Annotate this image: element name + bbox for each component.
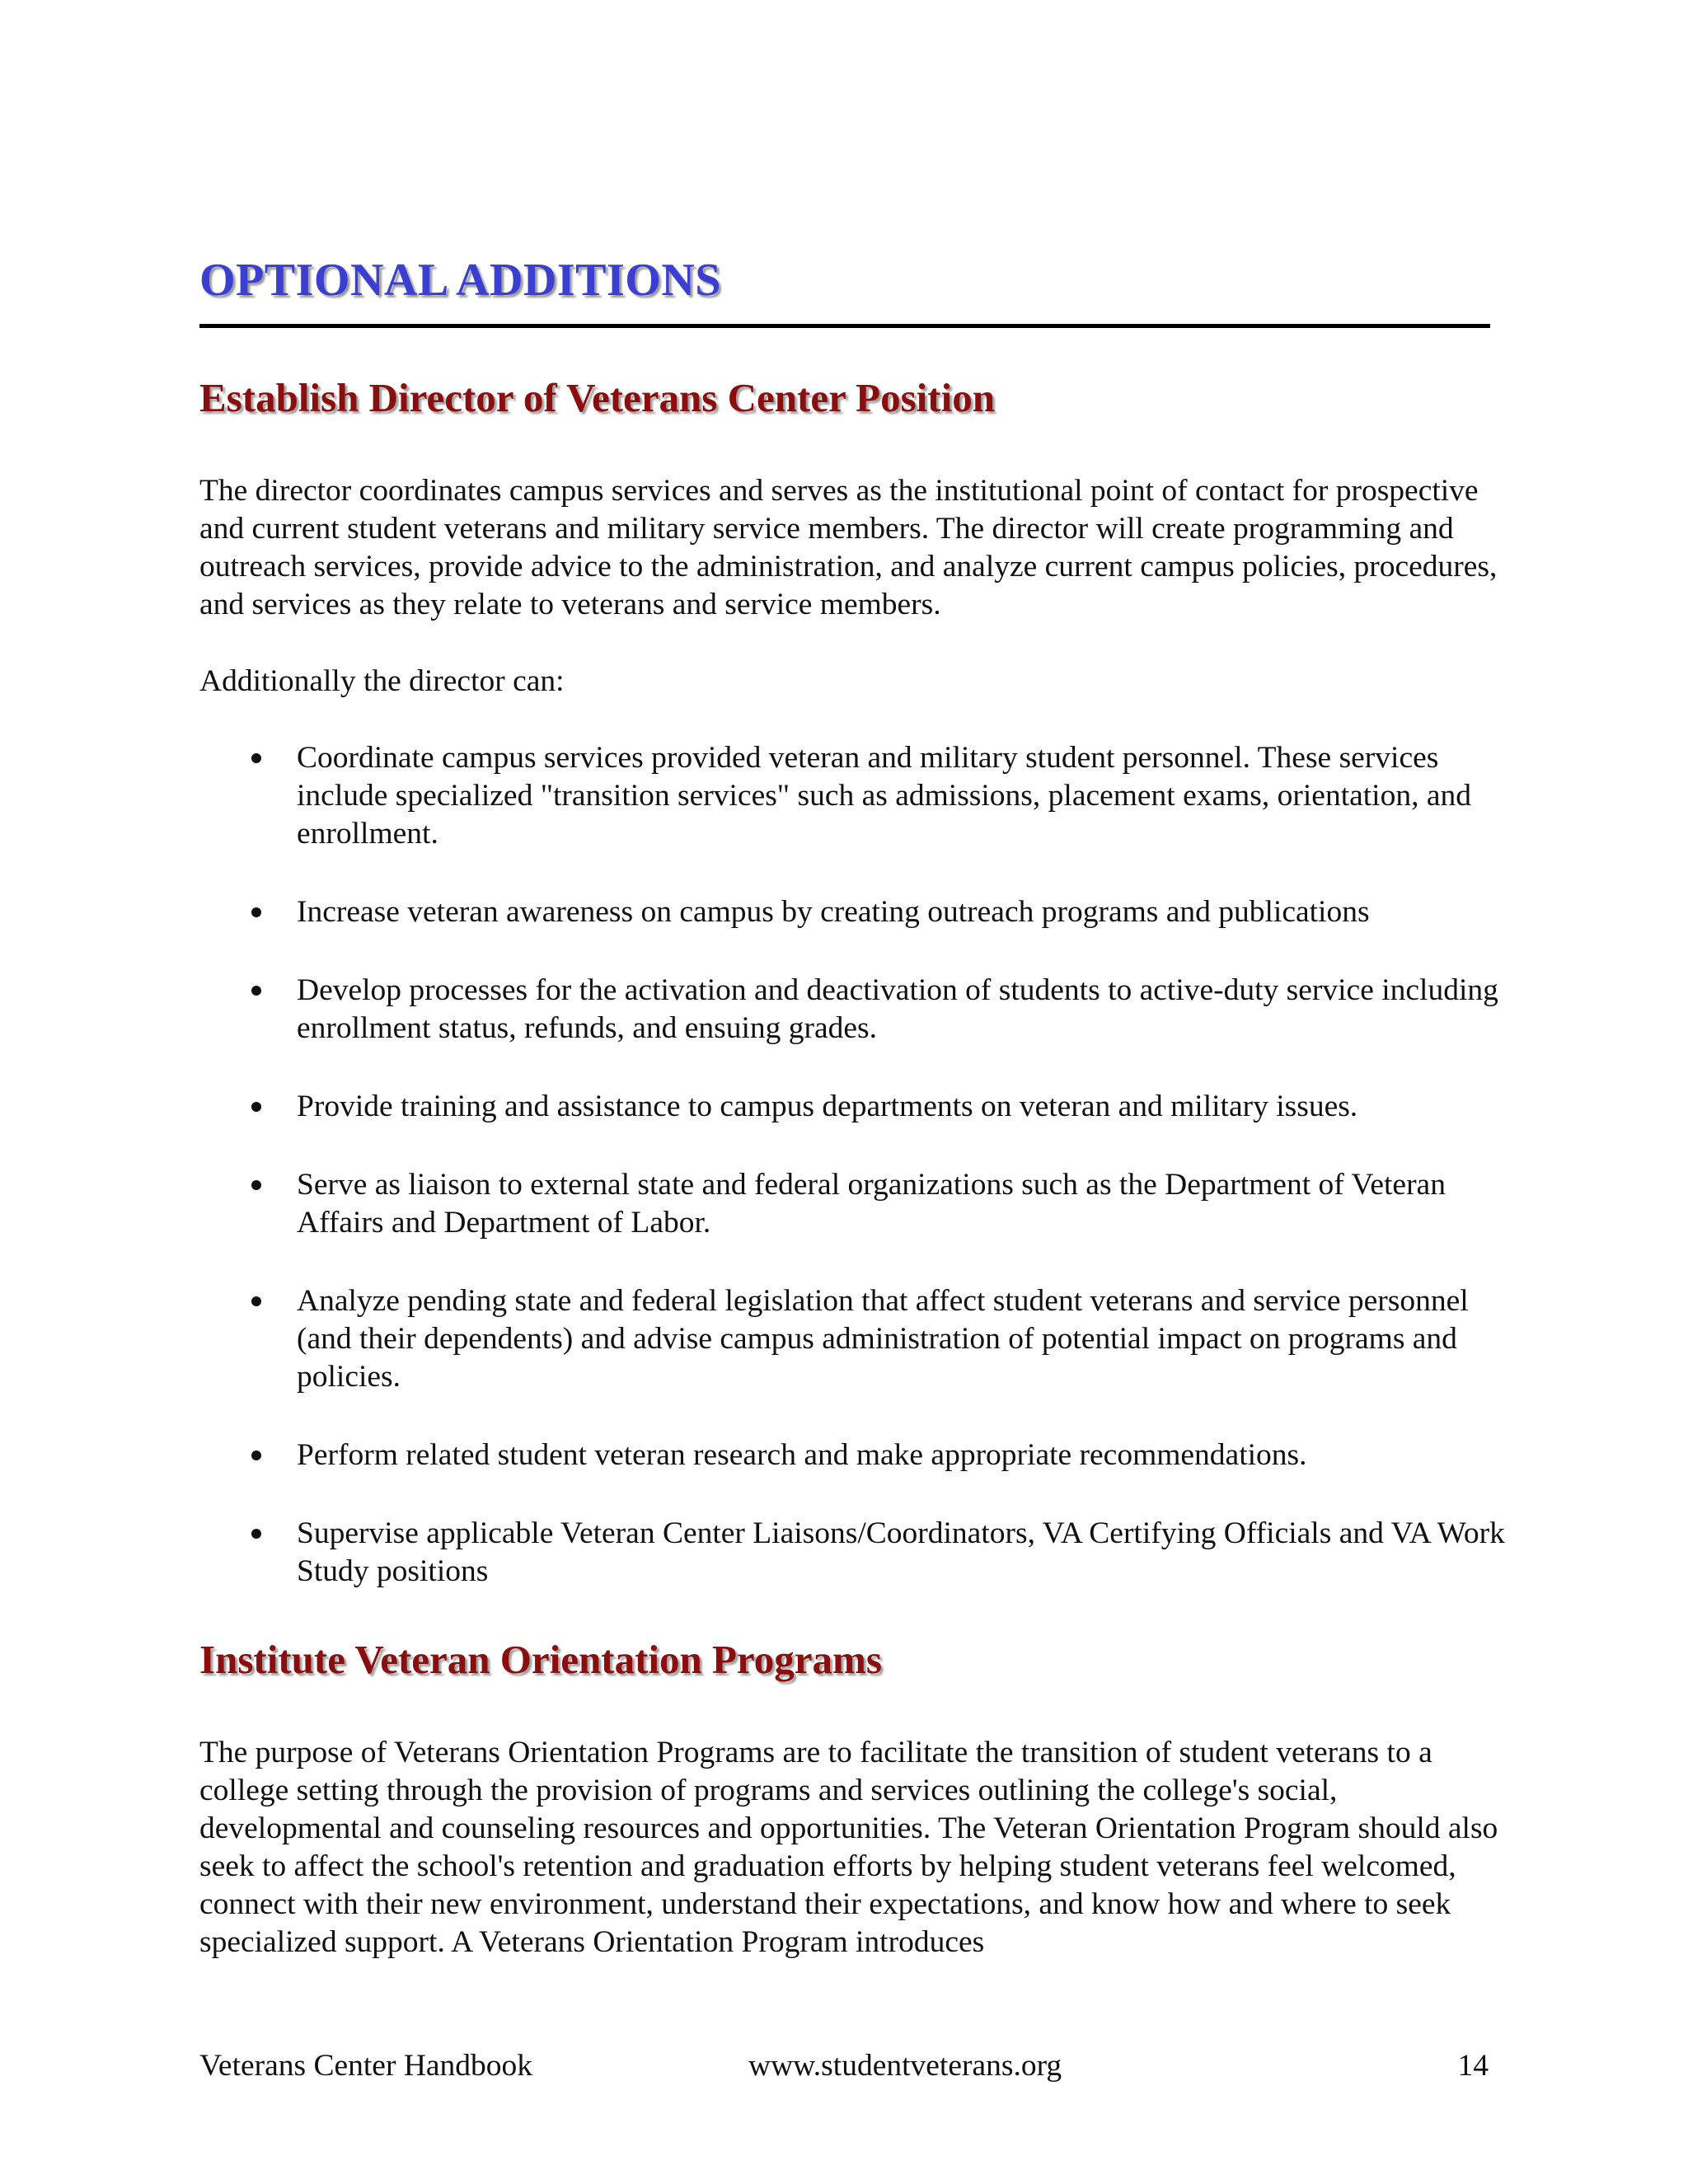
section-title: OPTIONAL ADDITIONS: [199, 255, 721, 306]
director-lead-in: Additionally the director can:: [199, 664, 565, 698]
director-intro-paragraph: The director coordinates campus services and serves as the institutional point of contact for prospective and current student veterans and military service members. The director will create programming and outreach services, provide advice to the administration, and analyze current campus policies, procedures, and services as they relate to veterans and service members.: [199, 474, 1498, 621]
orientation-paragraph: The purpose of Veterans Orientation Programs are to facilitate the transition of student veterans to a college setting through the provision of programs and services outlining the college's social, developmental and counseling resources and opportunities. The Veteran Orientation Program should also seek to affect the school's retention and graduation efforts by helping student veterans feel welcomed, connect with their new environment, understand their expectations, and know how and where to seek specialized support. A Veterans Orientation Program introduces: [199, 1736, 1498, 1959]
page-number: 14: [1457, 2049, 1489, 2083]
bullet-icon: [251, 1451, 261, 1460]
list-item: [199, 1088, 1510, 1126]
director-heading: Establish Director of Veterans Center Position: [199, 375, 995, 420]
bullet-icon: [251, 1296, 261, 1306]
list-item: [199, 972, 1510, 1047]
footer-title: Veterans Center Handbook: [199, 2049, 533, 2083]
director-duties-list: [199, 739, 1510, 1631]
orientation-heading: Institute Veteran Orientation Programs: [199, 1637, 882, 1682]
title-divider: [199, 324, 1490, 328]
bullet-icon: [251, 1529, 261, 1539]
list-item: [199, 1515, 1510, 1591]
list-item-text: Supervise applicable Veteran Center Liaisons/Coordinators, VA Certifying Officials and VA Work Study positions: [297, 1516, 1505, 1588]
footer-website: www.studentveterans.org: [748, 2049, 1062, 2083]
list-item-text: Perform related student veteran research and make appropriate recommendations.: [297, 1438, 1307, 1472]
list-item-text: Increase veteran awareness on campus by creating outreach programs and publications: [297, 895, 1370, 929]
bullet-icon: [251, 986, 261, 996]
list-item: [199, 893, 1510, 931]
list-item-text: Serve as liaison to external state and federal organizations such as the Department of Veteran Affairs and Department of Labor.: [297, 1168, 1446, 1240]
list-item: [199, 1436, 1510, 1474]
bullet-icon: [251, 1180, 261, 1190]
list-item-text: Analyze pending state and federal legislation that affect student veterans and service personnel (and their dependents) and advise campus administration of potential impact on programs and policies.: [297, 1284, 1469, 1394]
list-item-text: Develop processes for the activation and deactivation of students to active-duty service including enrollment status, refunds, and ensuing grades.: [297, 973, 1498, 1045]
list-item-text: Coordinate campus services provided veteran and military student personnel. These services include specialized "transition services" such as admissions, placement exams, orientation, and enrollment.: [297, 741, 1471, 851]
bullet-icon: [251, 1102, 261, 1112]
list-item: [199, 739, 1510, 853]
bullet-icon: [251, 907, 261, 917]
list-item: [199, 1282, 1510, 1396]
list-item: [199, 1166, 1510, 1242]
bullet-icon: [251, 753, 261, 763]
list-item-text: Provide training and assistance to campus departments on veteran and military issues.: [297, 1090, 1358, 1123]
